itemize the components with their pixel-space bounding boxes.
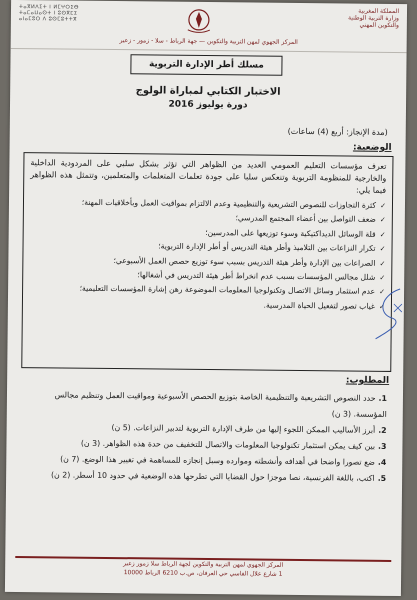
letterhead-right-line: والتكوين المهني bbox=[359, 21, 399, 30]
question-number: 2. bbox=[378, 425, 387, 435]
list-item: ✓ ضعف التواصل بين أعضاء المجتمع المدرسي؛ bbox=[30, 210, 386, 228]
list-item: ✓ قلة الوسائل الديداكتيكية وسوء توزيعها على المدرسين؛ bbox=[30, 224, 386, 242]
situation-box bbox=[21, 152, 393, 372]
situation-heading: الوضعية: bbox=[352, 142, 392, 153]
question-text: حدد النصوص التشريعية والتنظيمية الخاصة بتوزيع الحصص الأسبوعية ومواقيت العمل وتنظيم مجالس المؤسسة. (3 ن) bbox=[54, 390, 387, 419]
session-label: دورة يوليوز 2016 bbox=[168, 99, 248, 111]
question-text: ضع تصورا واضحا في أهدافه وأنشطته وموارده وسبل إنجازه للمساهمة في تغيير هذا الوضع. (7 ن) bbox=[60, 454, 375, 467]
letterhead-center-line: المركز الجهوي لمهن التربية والتكوين bbox=[207, 37, 298, 46]
letterhead bbox=[11, 0, 407, 53]
question-item bbox=[22, 467, 386, 487]
list-item: ✓ شلل مجالس المؤسسات بسبب عدم انخراط أطر هيئة التدريس في أشغالها؛ bbox=[29, 267, 385, 285]
question-number: 1. bbox=[378, 393, 388, 403]
situation-bullet-list bbox=[29, 195, 386, 314]
list-item: ✓ غياب تصور لتفعيل الحياة المدرسية. bbox=[29, 296, 385, 314]
question-item bbox=[23, 387, 387, 423]
list-item: ✓ كثرة التجاوزات للنصوص التشريعية والتنظيمية وعدم الالتزام بمواقيت العمل وبأخلاقيات المهنة؛ bbox=[30, 195, 386, 213]
required-heading: المطلوب: bbox=[345, 375, 390, 386]
kingdom-emblem-icon bbox=[184, 6, 214, 36]
letterhead-arabic bbox=[249, 6, 399, 29]
question-number: 4. bbox=[377, 457, 387, 467]
duration-label: (مدة الإنجاز: أربع (4) ساعات) bbox=[287, 126, 388, 137]
footer-line: المركز الجهوي لمهن التربية والتكوين لجهة الرباط سلا زمور زعير bbox=[123, 560, 284, 569]
footer-line: 1 شارع علال الفاسي حي العرفان، ص.ب 6210 الرباط 10000 bbox=[123, 569, 283, 578]
letterhead-right-line: وزارة التربية الوطنية bbox=[348, 14, 399, 23]
letterhead-center-line: جهة الرباط - سلا - زمور - زعير bbox=[119, 37, 198, 45]
handwritten-pen-mark-icon bbox=[370, 284, 408, 344]
letterhead-left-line: ⵜⴰⵎⴰⵡⴰⵙⵜ ⵏ ⵓⵙⴳⵎⵉ bbox=[18, 10, 78, 17]
question-text: أبرز الأساليب الممكن اللجوء إليها من طرف الإدارة التربوية لتدبير النزاعات. (5 ن) bbox=[111, 423, 376, 435]
list-item: ✓ الصراعات بين الإدارة وأطر هيئة التدريس بسبب سوء توزيع حصص العمل الأسبوعي؛ bbox=[29, 253, 385, 271]
list-item: ✓ تكرار النزاعات بين التلاميذ وأطر هيئة التدريس أو أطر الإدارة التربوية؛ bbox=[29, 238, 385, 256]
letterhead-center: المركز الجهوي لمهن التربية والتكوين — جهة الرباط - سلا - زمور - زعير bbox=[119, 37, 298, 46]
question-number: 5. bbox=[377, 473, 387, 483]
exam-sheet bbox=[5, 0, 407, 596]
letterhead-left-line: ⵜⴰⴳⵍⴷⵉⵜ ⵏ ⵍⵎⵖⵔⵉⴱ bbox=[19, 4, 80, 11]
letterhead-right-line: المملكة المغربية bbox=[358, 7, 400, 16]
track-title: مسلك أطر الإدارة التربوية bbox=[148, 59, 264, 71]
question-number: 3. bbox=[378, 441, 387, 451]
question-list bbox=[22, 387, 387, 487]
question-text: بين كيف يمكن استثمار تكنولوجيا المعلومات والاتصال للتخفيف من حدة هذه الظواهر. (3 ن) bbox=[80, 438, 376, 451]
letterhead-footer bbox=[15, 556, 391, 594]
letterhead-left-line: ⴰⵏⴰⵎⵓⵔ ⴷ ⵓⵙⵎⵓⵜⵜⴳ bbox=[18, 16, 78, 23]
letterhead-tifinagh bbox=[19, 4, 129, 23]
situation-intro: تعرف مؤسسات التعليم العمومي العديد من الظواهر التي تؤثر بشكل سلبي على المردودية الداخلية والخارجية للمنظومة التربوية وتنعكس سلبا على جودة تعلمات المتعلمات والمتعلمين، وتتمثل هذه الظواهر فيما يلي: bbox=[30, 158, 387, 195]
exam-title: الاختبار الكتابي لمباراة الولوج bbox=[135, 85, 281, 98]
track-title-box bbox=[130, 54, 282, 76]
list-item: ✓ عدم استثمار وسائل الاتصال وتكنولوجيا المعلومات الموضوعة رهن إشارة المؤسسات التعليمية؛ bbox=[29, 282, 385, 300]
question-text: اكتب، باللغة الفرنسية، نصا موجزا حول القضايا التي تطرحها هذه الوضعية في حدود 10 أسطر. (2 ن) bbox=[50, 470, 375, 483]
